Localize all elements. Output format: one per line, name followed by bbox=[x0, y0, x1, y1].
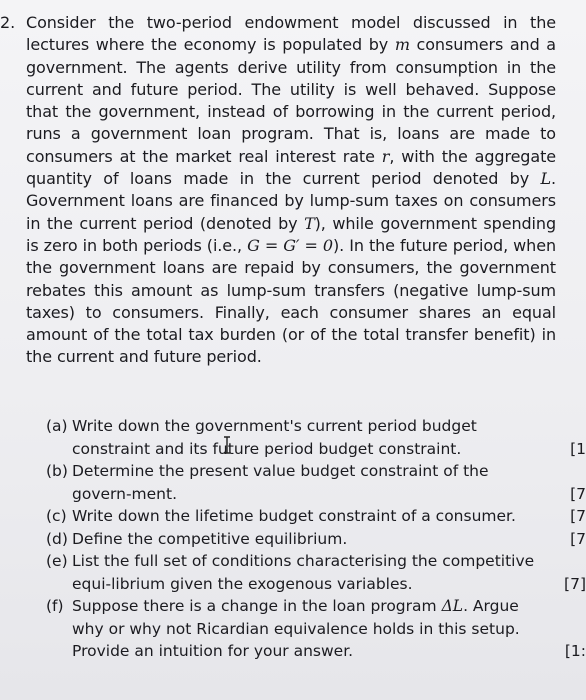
para-text-6: ). In the future period, when the government loans are repaid by consumers, the government rebates this amount as lump-sum transfers (negative lump-sum taxes) to consumers. Finally, each consumer shares an equal amount of the total tax burden (or of the total transfer benefit) in the current and future period. bbox=[26, 235, 556, 367]
part-label: (c) bbox=[46, 507, 67, 525]
part-label: (f) bbox=[46, 597, 64, 615]
part-a bbox=[46, 415, 586, 460]
part-text: Determine the present value budget constraint of the govern-ment. bbox=[72, 462, 489, 503]
part-text: Write down the government's current period budget constraint and its future period budget constraint. bbox=[72, 417, 477, 458]
part-marks: [1: bbox=[564, 642, 586, 660]
part-text: Write down the lifetime budget constraint of a consumer. bbox=[72, 507, 516, 525]
math-L: L bbox=[540, 169, 551, 189]
part-d bbox=[46, 528, 586, 551]
part-marks: [7 bbox=[570, 507, 586, 525]
math-T: T bbox=[304, 213, 315, 233]
math-delta-L: ΔL bbox=[441, 597, 464, 615]
part-text bbox=[72, 595, 551, 663]
para-text-5: ), while government spending is zero in both periods (i.e., bbox=[26, 213, 556, 255]
part-marks: [1 bbox=[570, 439, 586, 458]
question-paragraph bbox=[26, 12, 556, 369]
part-f-text-post: . Argue why or why not Ricardian equivalence holds in this setup. Provide an intuition for your answer. bbox=[72, 597, 520, 660]
part-c bbox=[46, 505, 586, 528]
part-label: (d) bbox=[46, 529, 68, 548]
part-label: (b) bbox=[46, 462, 68, 480]
part-text: Define the competitive equilibrium. bbox=[72, 529, 348, 548]
part-marks: [7 bbox=[570, 529, 586, 548]
part-e bbox=[46, 550, 586, 595]
part-b bbox=[46, 460, 586, 505]
part-label: (e) bbox=[46, 552, 68, 570]
math-r: r bbox=[381, 146, 390, 166]
para-text-1: Consider the two-period endowment model discussed in the lectures where the economy is populated by bbox=[26, 13, 556, 55]
para-text-4: . Government loans are financed by lump-sum taxes on consumers in the current period (denoted by bbox=[26, 169, 556, 233]
question-number: 2. bbox=[0, 13, 16, 32]
part-marks: [7] bbox=[564, 574, 586, 593]
part-marks: [7 bbox=[570, 484, 586, 503]
para-text-2: consumers and a government. The agents derive utility from consumption in the current and future period. The utility is well behaved. Suppose that the government, instead of borrowing in the current period, runs a government loan program. That is, loans are made to consumers at the market real interest rate bbox=[26, 35, 556, 166]
part-f-text-pre: Suppose there is a change in the loan program bbox=[72, 597, 442, 615]
math-G-equation: G = G′ = 0 bbox=[247, 235, 333, 255]
part-label: (a) bbox=[46, 417, 68, 435]
para-text-3: , with the aggregate quantity of loans made in the current period denoted by bbox=[26, 146, 556, 189]
part-text: List the full set of conditions characterising the competitive equi-librium given the exogenous variables. bbox=[72, 552, 535, 593]
math-m: m bbox=[394, 35, 410, 55]
part-f bbox=[46, 595, 586, 663]
question-parts-list bbox=[46, 415, 586, 663]
text-cursor-icon bbox=[223, 436, 231, 454]
